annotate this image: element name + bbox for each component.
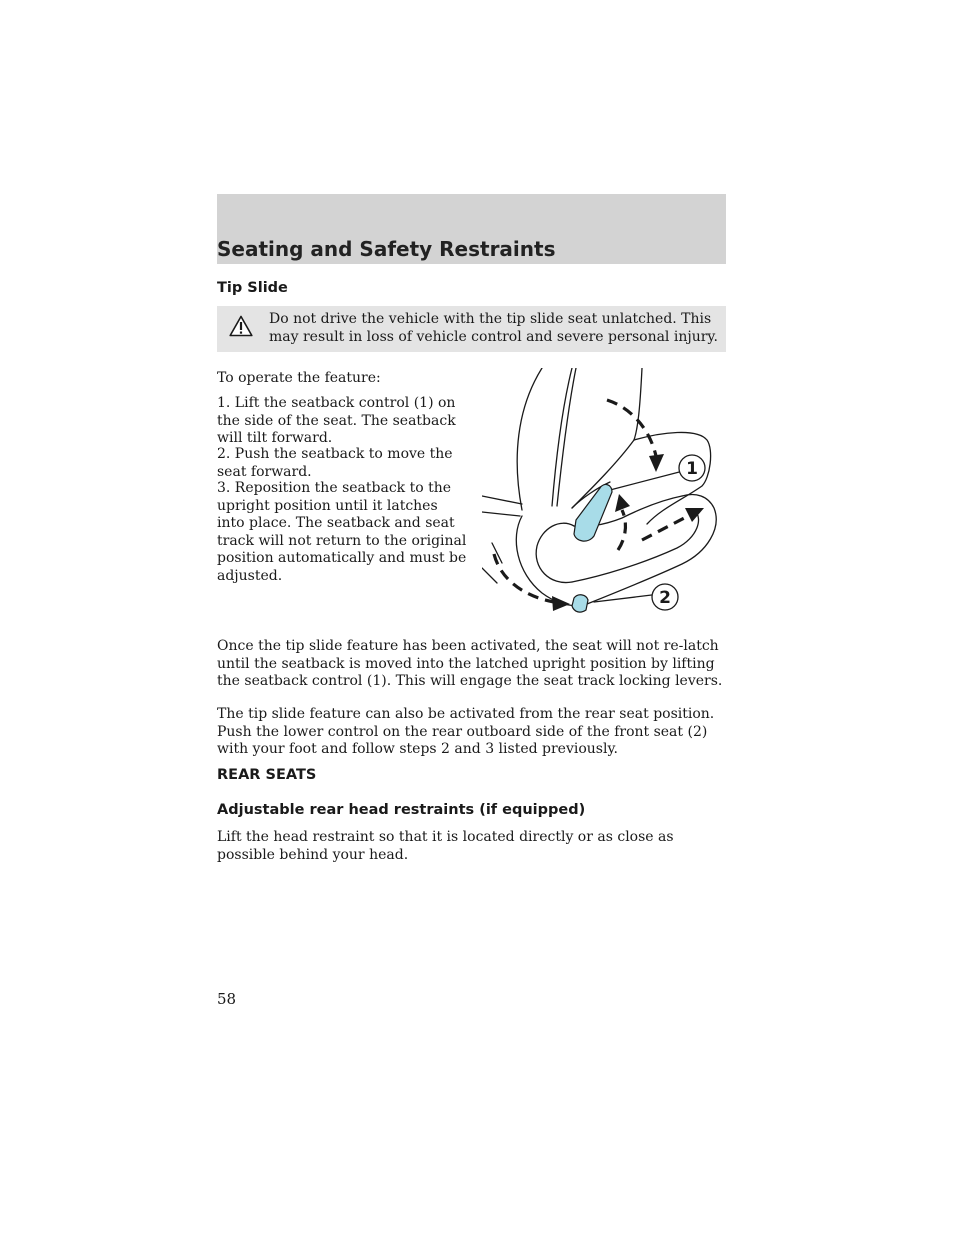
callout-1: 1 <box>686 459 698 479</box>
section-header-title: Seating and Safety Restraints <box>217 237 556 261</box>
warning-box <box>217 306 726 352</box>
page-number: 58 <box>217 990 237 1008</box>
intro-text: To operate the feature: <box>217 370 381 386</box>
warning-text: Do not drive the vehicle with the tip slide seat unlatched. This may result in loss of vehicle control and severe personal injury. <box>269 311 718 345</box>
head-restraint-paragraph: Lift the head restraint so that it is located directly or as close as possible behind your head. <box>217 829 674 863</box>
callout-2: 2 <box>659 588 671 608</box>
seat-illustration <box>482 368 732 628</box>
step-1: 1. Lift the seatback control (1) on the side of the seat. The seatback will tilt forward. <box>217 395 456 446</box>
step-2: 2. Push the seatback to move the seat forward. <box>217 446 453 480</box>
tip-slide-heading: Tip Slide <box>217 280 288 296</box>
step-3: 3. Reposition the seatback to the upright position until it latches into place. The seatback and seat track will not return to the original position automatically and must be adjusted. <box>217 480 467 584</box>
paragraph-relatch: Once the tip slide feature has been activated, the seat will not re-latch until the seatback is moved into the latched upright position by lifting the seatback control (1). This will engage the seat track locking levers. <box>217 638 723 689</box>
paragraph-rear-activation: The tip slide feature can also be activated from the rear seat position. Push the lower control on the rear outboard side of the front seat (2) with your foot and follow steps 2 and 3 listed previously. <box>217 706 715 757</box>
rear-seats-heading: REAR SEATS <box>217 767 317 783</box>
warning-triangle-icon <box>229 315 253 341</box>
head-restraints-subheading: Adjustable rear head restraints (if equipped) <box>217 802 586 818</box>
